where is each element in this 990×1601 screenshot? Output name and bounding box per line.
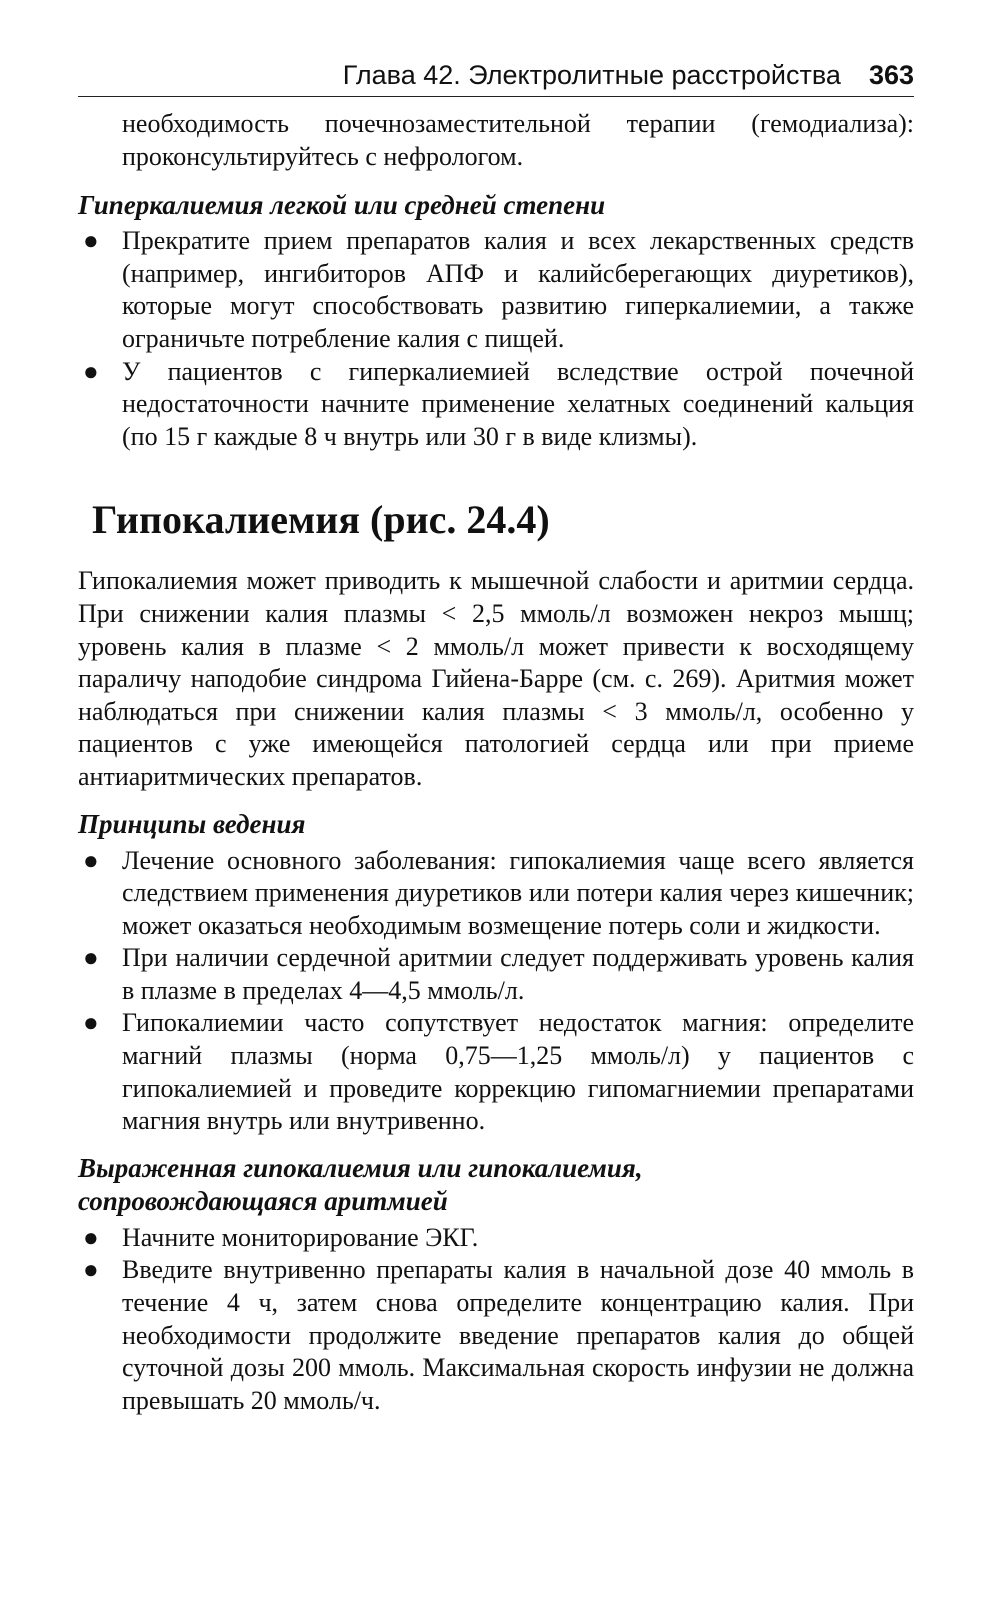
running-header bbox=[78, 58, 914, 97]
list-item-text: У пациентов с гиперкалиемией вследствие острой почечной недостаточности начните применение хелатных соединений кальция (по 15 г каждые 8 ч внутрь или 30 г в виде клизмы). bbox=[122, 356, 914, 451]
list-item-text: Введите внутривенно препараты калия в начальной дозе 40 ммоль в течение 4 ч, затем снова определите концентрацию калия. При необходимости продолжите введение препаратов калия до общей суточной дозы 200 ммоль. Максимальная скорость инфузии не должна превышать 20 ммоль/ч. bbox=[122, 1255, 914, 1415]
bullet-icon: ● bbox=[83, 1008, 99, 1038]
hyperkalemia-bullet-list bbox=[78, 225, 914, 453]
list-item bbox=[78, 845, 914, 943]
bullet-icon: ● bbox=[83, 943, 99, 973]
bullet-icon: ● bbox=[83, 356, 99, 386]
list-item-text: При наличии сердечной аритмии следует поддерживать уровень калия в плазме в пределах 4—4,5 ммоль/л. bbox=[122, 943, 914, 1005]
list-item-text: Лечение основного заболевания: гипокалиемия чаще всего является следствием применения диуретиков или потери калия через кишечник; может оказаться необходимым возмещение потерь соли и жидкости. bbox=[122, 845, 914, 940]
page-number: 363 bbox=[868, 60, 914, 90]
list-item bbox=[78, 225, 914, 355]
list-item bbox=[78, 1222, 914, 1255]
intro-continuation bbox=[78, 108, 914, 173]
severe-bullet-list bbox=[78, 1222, 914, 1418]
bullet-icon: ● bbox=[83, 1222, 99, 1252]
subheading-severe-hypokalemia bbox=[78, 1152, 914, 1218]
intro-text: необходимость почечнозаместительной терапии (гемодиализа): проконсультируйтесь с нефрологом. bbox=[122, 109, 914, 171]
bullet-icon: ● bbox=[83, 845, 99, 875]
list-item-text: Прекратите прием препаратов калия и всех лекарственных средств (например, ингибиторов АПФ и калийсберегающих диуретиков), которые могут способствовать развитию гиперкалиемии, а также ограничьте потребление калия с пищей. bbox=[122, 226, 914, 353]
section-title-main: Гипокалиемия bbox=[92, 497, 360, 543]
subheading-principles: Принципы ведения bbox=[78, 808, 306, 839]
list-item-text: Начните мониторирование ЭКГ. bbox=[122, 1222, 479, 1252]
list-item bbox=[78, 942, 914, 1007]
section-title-hypokalemia bbox=[92, 497, 914, 543]
bullet-icon: ● bbox=[83, 226, 99, 256]
list-item bbox=[78, 1007, 914, 1137]
principles-bullet-list bbox=[78, 845, 914, 1138]
book-page bbox=[78, 58, 914, 1417]
section-title-figure-ref: (рис. 24.4) bbox=[360, 497, 550, 543]
list-item bbox=[78, 356, 914, 454]
bullet-icon: ● bbox=[83, 1255, 99, 1285]
hypokalemia-paragraph: Гипокалиемия может приводить к мышечной слабости и аритмии сердца. При снижении калия плазмы < 2,5 ммоль/л возможен некроз мышц; уровень калия в плазме < 2 ммоль/л может привести к восходящему параличу наподобие синдрома Гийена-Барре (см. с. 269). Аритмия может наблюдаться при снижении калия плазмы < 3 ммоль/л, особенно у пациентов с уже имеющейся патологией сердца или при приеме антиаритмических препаратов. bbox=[78, 566, 914, 791]
subheading-severe-line2: сопровождающаяся аритмией bbox=[78, 1185, 448, 1216]
chapter-title: Глава 42. Электролитные расстройства bbox=[342, 60, 841, 90]
subheading-hyperkalemia-mild: Гиперкалиемия легкой или средней степени bbox=[78, 190, 606, 221]
list-item bbox=[78, 1254, 914, 1417]
subheading-severe-line1: Выраженная гипокалиемия или гипокалиемия, bbox=[78, 1152, 643, 1183]
list-item-text: Гипокалиемии часто сопутствует недостаток магния: определите магний плазмы (норма 0,75—1,25 ммоль/л) у пациентов с гипокалиемией и проведите коррекцию гипомагниемии препаратами магния внутрь или внутривенно. bbox=[122, 1008, 914, 1136]
